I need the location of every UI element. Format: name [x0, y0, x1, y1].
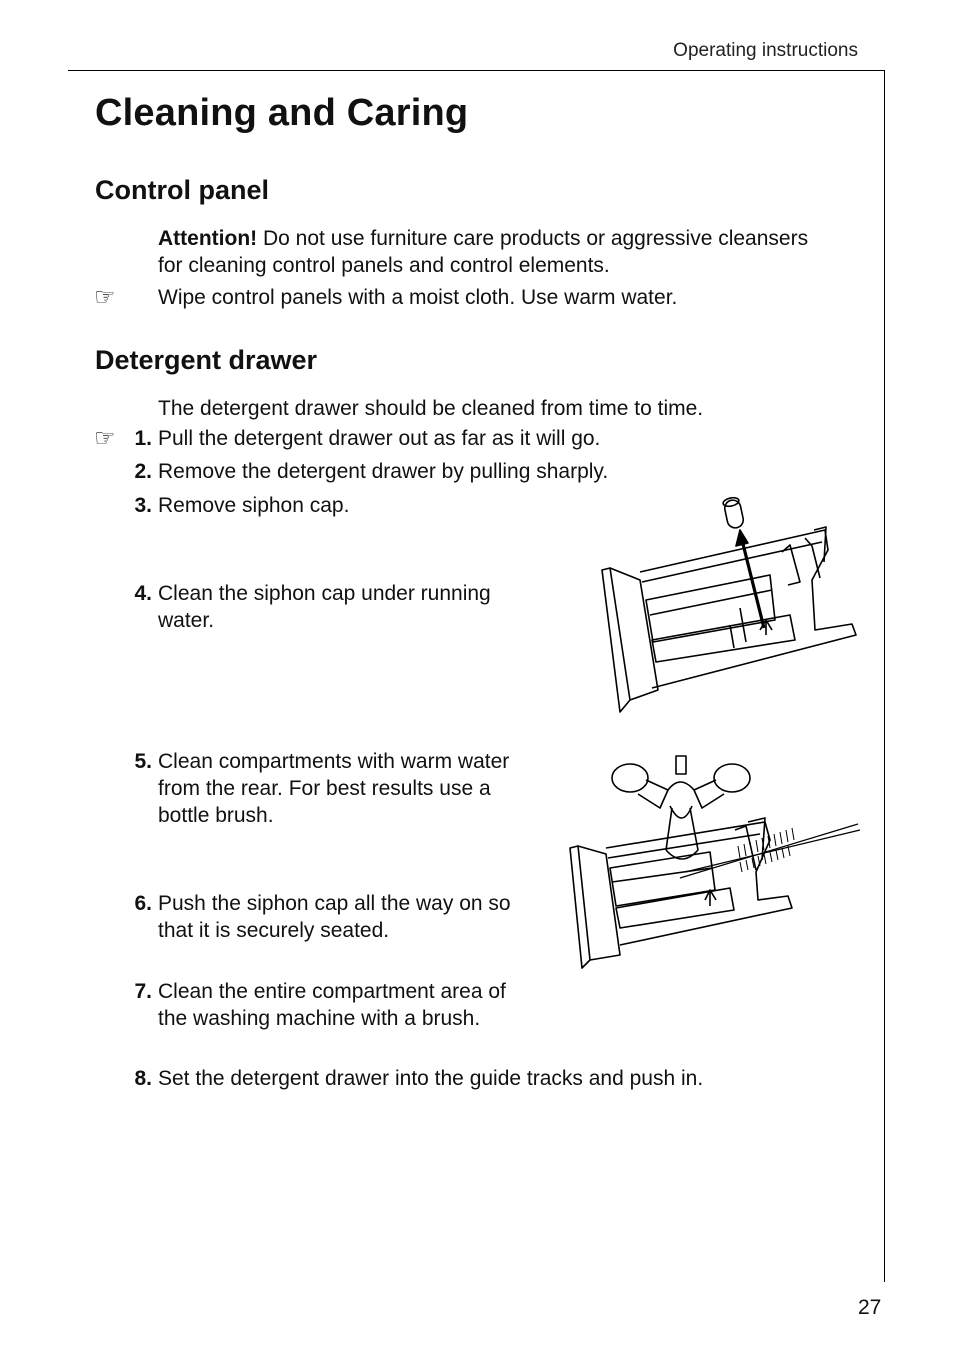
step-text: water. [158, 609, 215, 632]
control-panel-heading: Control panel [95, 175, 269, 205]
compartment-cleaning-illustration [560, 750, 865, 975]
attention-line-1 [158, 225, 808, 252]
step-number: 3. [134, 494, 152, 517]
step-number: 6. [134, 892, 152, 915]
detergent-drawer-heading: Detergent drawer [95, 345, 318, 375]
step-text: Clean compartments with warm water [158, 750, 510, 773]
attention-label: Attention! [158, 227, 258, 250]
margin-rule [884, 70, 885, 1282]
attention-line-2: for cleaning control panels and control elements. [158, 254, 610, 277]
step-text: Remove the detergent drawer by pulling sharply. [158, 460, 609, 483]
step-number: 1. [134, 427, 152, 450]
step-text: Pull the detergent drawer out as far as it will go. [158, 427, 601, 450]
step-number: 7. [134, 980, 152, 1003]
step-text: Remove siphon cap. [158, 494, 350, 517]
step-number: 5. [134, 750, 152, 773]
step-number: 8. [134, 1067, 152, 1090]
header-rule [68, 70, 885, 71]
step-text: the washing machine with a brush. [158, 1007, 481, 1030]
page-number: 27 [858, 1296, 882, 1319]
siphon-cap-removal-illustration [590, 490, 870, 720]
page-title: Cleaning and Caring [95, 92, 469, 134]
step-text: Set the detergent drawer into the guide tracks and push in. [158, 1067, 704, 1090]
control-panel-hint: Wipe control panels with a moist cloth. Use warm water. [158, 286, 678, 309]
step-text: from the rear. For best results use a [158, 777, 491, 800]
step-number: 4. [134, 582, 152, 605]
step-text: Clean the entire compartment area of [158, 980, 506, 1003]
pointing-hand-icon: ☞ [94, 425, 116, 452]
attention-text-1: Do not use furniture care products or aggressive cleansers [262, 227, 809, 250]
step-text: Clean the siphon cap under running [158, 582, 491, 605]
step-text: bottle brush. [158, 804, 274, 827]
step-number: 2. [134, 460, 152, 483]
running-header: Operating instructions [673, 40, 858, 61]
step-text: Push the siphon cap all the way on so [158, 892, 511, 915]
detergent-drawer-intro: The detergent drawer should be cleaned from time to time. [158, 397, 704, 420]
pointing-hand-icon: ☞ [94, 284, 116, 311]
step-text: that it is securely seated. [158, 919, 390, 942]
